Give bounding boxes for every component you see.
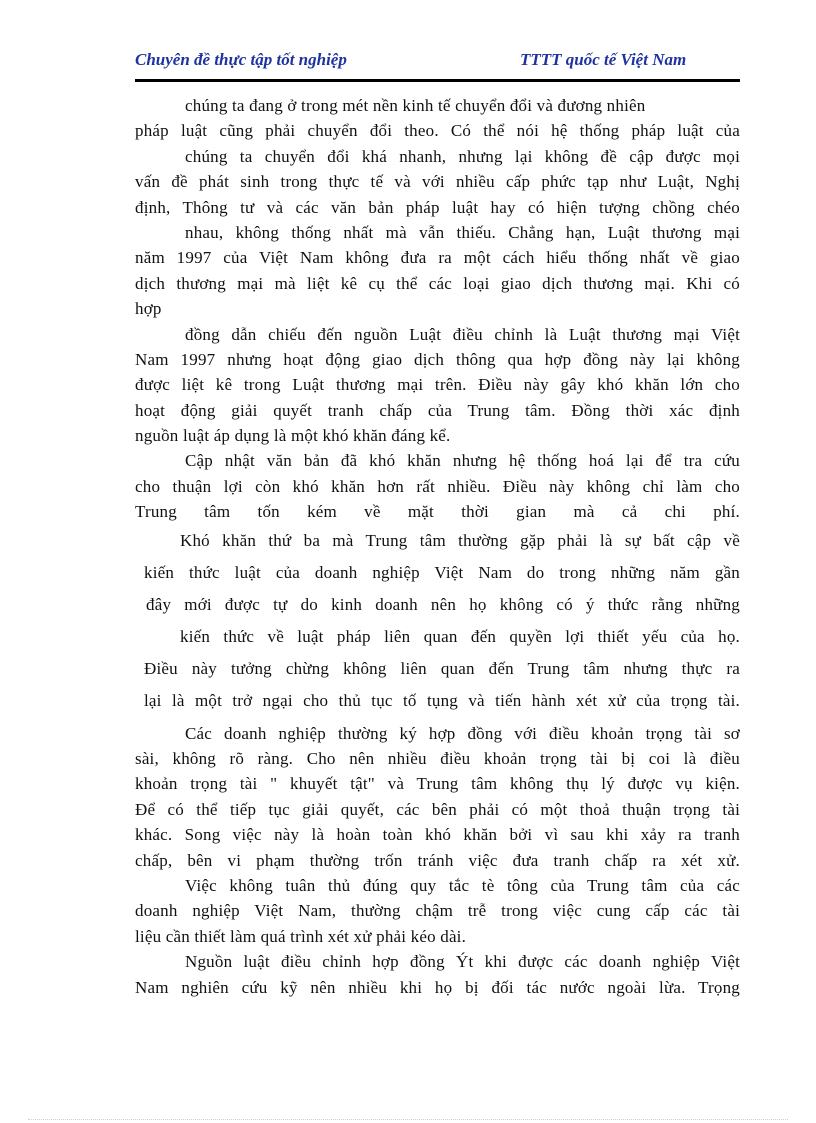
document-body <box>135 93 740 1000</box>
text-line: kiến thức luật của doanh nghiệp Việt Nam do trong những năm gần <box>144 562 740 582</box>
text-line: chúng ta chuyển đổi khá nhanh, nhưng lại không đề cập được mọi <box>185 146 740 166</box>
text-line: Các doanh nghiệp thường ký hợp đồng với điều khoản trọng tài sơ <box>185 723 740 743</box>
text-line: pháp luật cũng phải chuyển đổi theo. Có thể nói hệ thống pháp luật của <box>135 121 740 141</box>
text-line: Việc không tuân thủ đúng quy tắc tè tông của Trung tâm của các <box>185 875 740 895</box>
text-line: năm 1997 của Việt Nam không đưa ra một cách hiểu thống nhất về giao <box>135 248 740 268</box>
text-line: doanh nghiệp Việt Nam, thường chậm trễ trong việc cung cấp các tài <box>135 901 740 921</box>
text-line: được liệt kê trong Luật thương mại trên. Điều này gây khó khăn lớn cho <box>135 375 740 395</box>
spaced-paragraph <box>135 525 740 717</box>
text-line: vấn đề phát sinh trong thực tế và với nhiều cấp phức tạp như Luật, Nghị <box>135 172 740 192</box>
text-line: sài, không rõ ràng. Cho nên nhiều điều khoản trọng tài bị coi là điều <box>135 749 740 769</box>
text-line: khác. Song việc này là hoàn toàn khó khăn bởi vì sau khi xảy ra tranh <box>135 825 740 845</box>
text-line: đây mới được tự do kinh doanh nên họ không có ý thức rằng những <box>146 594 740 614</box>
header-divider <box>135 79 740 82</box>
text-line: nhau, không thống nhất mà vẫn thiếu. Chẳng hạn, Luật thương mại <box>185 222 740 242</box>
text-line: Nam 1997 nhưng hoạt động giao dịch thông qua hợp đồng này lại không <box>135 349 740 369</box>
text-line: kiến thức về luật pháp liên quan đến quyền lợi thiết yếu của họ. <box>180 626 740 646</box>
text-line: Nam nghiên cứu kỹ nên nhiều khi họ bị đối tác nước ngoài lừa. Trọng <box>135 977 740 997</box>
text-line: định, Thông tư và các văn bản pháp luật hay có hiện tượng chồng chéo <box>135 197 740 217</box>
text-line: chúng ta đang ở trong mét nền kinh tế chuyển đổi và đương nhiên <box>185 96 646 115</box>
text-line: Trung tâm tốn kém về mặt thời gian mà cả chi phí. <box>135 502 740 522</box>
text-line: Nguồn luật điều chỉnh hợp đồng Ýt khi được các doanh nghiệp Việt <box>185 952 740 972</box>
text-line: liệu cần thiết làm quá trình xét xử phải kéo dài. <box>135 926 467 946</box>
header-right-title: TTTT quốc tế Việt Nam <box>520 50 687 69</box>
page-header <box>135 46 740 76</box>
page-bottom-border <box>28 1119 788 1120</box>
text-line: Khó khăn thứ ba mà Trung tâm thường gặp phải là sự bất cập về <box>180 530 740 550</box>
text-line: dịch thương mại mà liệt kê cụ thể các loại giao dịch thương mại. Khi có <box>135 273 740 293</box>
text-line: nguồn luật áp dụng là một khó khăn đáng kể. <box>135 426 451 446</box>
text-line: khoản trọng tài " khuyết tật" và Trung tâm không thụ lý được vụ kiện. <box>135 774 740 794</box>
text-line: Để có thể tiếp tục giải quyết, các bên phải có một thoả thuận trọng tài <box>135 799 740 819</box>
text-line: chấp, bên vi phạm thường trốn tránh việc đưa tranh chấp ra xét xử. <box>135 850 740 870</box>
text-line: cho thuận lợi còn khó khăn hơn rất nhiều. Điều này không chỉ làm cho <box>135 476 740 496</box>
text-line: hợp <box>135 299 162 319</box>
header-left-title: Chuyên đề thực tập tốt nghiệp <box>135 50 347 69</box>
text-line: lại là một trở ngại cho thủ tục tố tụng và tiến hành xét xử của trọng tài. <box>144 690 740 710</box>
text-line: đồng dẫn chiếu đến nguồn Luật điều chỉnh là Luật thương mại Việt <box>185 324 740 344</box>
text-line: Cập nhật văn bản đã khó khăn nhưng hệ thống hoá lại để tra cứu <box>185 451 740 471</box>
text-line: hoạt động giải quyết tranh chấp của Trung tâm. Đồng thời xác định <box>135 400 740 420</box>
text-line: Điều này tưởng chừng không liên quan đến Trung tâm nhưng thực ra <box>144 658 740 678</box>
